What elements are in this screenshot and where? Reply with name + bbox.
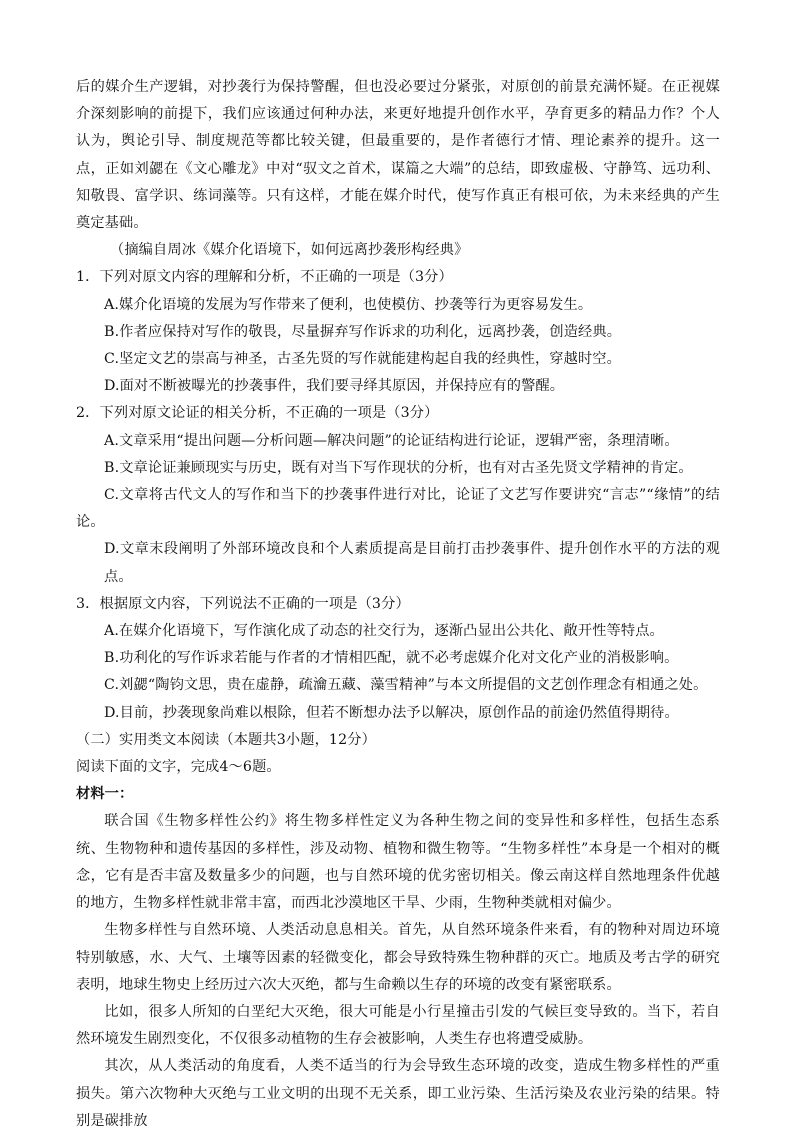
option-d: D.目前，抄袭现象尚难以根除，但若不断想办法予以解决，原创作品的前途仍然值得期待。 bbox=[104, 704, 679, 721]
material-heading: 材料一： bbox=[76, 786, 134, 803]
option-b: B.功利化的写作诉求若能与作者的才情相匹配，就不必考虑媒介化对文化产业的消极影响。 bbox=[104, 650, 679, 667]
question-stem: 1．下列对原文内容的理解和分析，不正确的一项是（3分） bbox=[76, 269, 453, 286]
option-d: D.面对不断被曝光的抄袭事件，我们要寻绎其原因，并保持应有的警醒。 bbox=[104, 378, 565, 395]
question-stem: 3．根据原文内容，下列说法不正确的一项是（3分） bbox=[76, 595, 410, 612]
page-content bbox=[76, 74, 720, 1135]
source-citation: （摘编自周冰《媒介化语境下，如何远离抄袭形构经典》 bbox=[110, 242, 469, 259]
option-a: A.在媒介化语境下，写作演化成了动态的社交行为，逐渐凸显出公共化、敞开性等特点。 bbox=[104, 623, 664, 640]
option-a: A.文章采用“提出问题—分析问题—解决问题”的论证结构进行论证，逻辑严密，条理清晰。 bbox=[104, 432, 679, 449]
question-3 bbox=[76, 591, 720, 727]
question-stem: 2．下列对原文论证的相关分析，不正确的一项是（3分） bbox=[76, 405, 439, 422]
material-paragraph: 其次，从人类活动的角度看，人类不适当的行为会导致生态环境的改变，造成生物多样性的严重损失。第六次物种大灭绝与工业文明的出现不无关系，即工业污染、生活污染及农业污染的结果。特别是碳排放 bbox=[76, 1058, 720, 1129]
material-paragraph: 联合国《生物多样性公约》将生物多样性定义为各种生物之间的变异性和多样性，包括生态系统、生物物种和遗传基因的多样性，涉及动物、植物和微生物等。“生物多样性”本身是一个相对的概念，它有是否丰富及数量多少的问题，也与自然环境的优劣密切相关。像云南这样自然地理条件优越的地方，生物多样性就非常丰富，而西北沙漠地区干旱、少雨，生物种类就相对偏少。 bbox=[76, 813, 720, 912]
intro-paragraph: 后的媒介生产逻辑，对抄袭行为保持警醒，但也没必要过分紧张，对原创的前景充满怀疑。在正视媒介深刻影响的前提下，我们应该通过何种办法，来更好地提升创作水平，孕育更多的精品力作？个人认为，舆论引导、制度规范等都比较关键，但最重要的，是作者德行才情、理论素养的提升。这一点，正如刘勰在《文心雕龙》中对“驭文之首术，谋篇之大端”的总结，即致虚极、守静笃、远功利、知敬畏、富学识、练词藻等。只有这样，才能在媒介时代，使写作真正有根可依，为未来经典的产生奠定基础。 bbox=[76, 79, 720, 232]
question-2 bbox=[76, 400, 720, 590]
section-title: （二）实用类文本阅读（本题共3小题，12分） bbox=[76, 731, 376, 748]
option-c: C.坚定文艺的崇高与神圣，古圣先贤的写作就能建构起自我的经典性，穿越时空。 bbox=[104, 351, 621, 368]
option-a: A.媒介化语境的发展为写作带来了便利，也使模仿、抄袭等行为更容易发生。 bbox=[104, 296, 593, 313]
option-b: B.文章论证兼顾现实与历史，既有对当下写作现状的分析，也有对古圣先贤文学精神的肯定。 bbox=[104, 459, 693, 476]
material-paragraph: 生物多样性与自然环境、人类活动息息相关。首先，从自然环境条件来看，有的物种对周边环境特别敏感，水、大气、土壤等因素的轻微变化，都会导致特殊生物种群的灭亡。地质及考古学的研究表明，地球生物史上经历过六次大灭绝，都与生命赖以生存的环境的改变有紧密联系。 bbox=[76, 922, 720, 993]
reading-instruction: 阅读下面的文字，完成4～6题。 bbox=[76, 759, 281, 776]
option-c: C.文章将古代文人的写作和当下的抄袭事件进行对比，论证了文艺写作要讲究“言志”“缘情”的结论。 bbox=[76, 487, 720, 531]
option-c: C.刘勰“陶钧文思，贵在虚静，疏瀹五藏、藻雪精神”与本文所提倡的文艺创作理念有相通之处。 bbox=[104, 677, 708, 694]
option-b: B.作者应保持对写作的敬畏，尽量摒弃写作诉求的功利化，远离抄袭，创造经典。 bbox=[104, 323, 622, 340]
question-1 bbox=[76, 264, 720, 400]
material-paragraph: 比如，很多人所知的白垩纪大灭绝，很大可能是小行星撞击引发的气候巨变导致的。当下，若自然环境发生剧烈变化，不仅很多动植物的生存会被影响，人类生存也将遭受威胁。 bbox=[76, 1003, 720, 1048]
option-d: D.文章末段阐明了外部环境改良和个人素质提高是目前打击抄袭事件、提升创作水平的方法的观点。 bbox=[104, 541, 720, 585]
